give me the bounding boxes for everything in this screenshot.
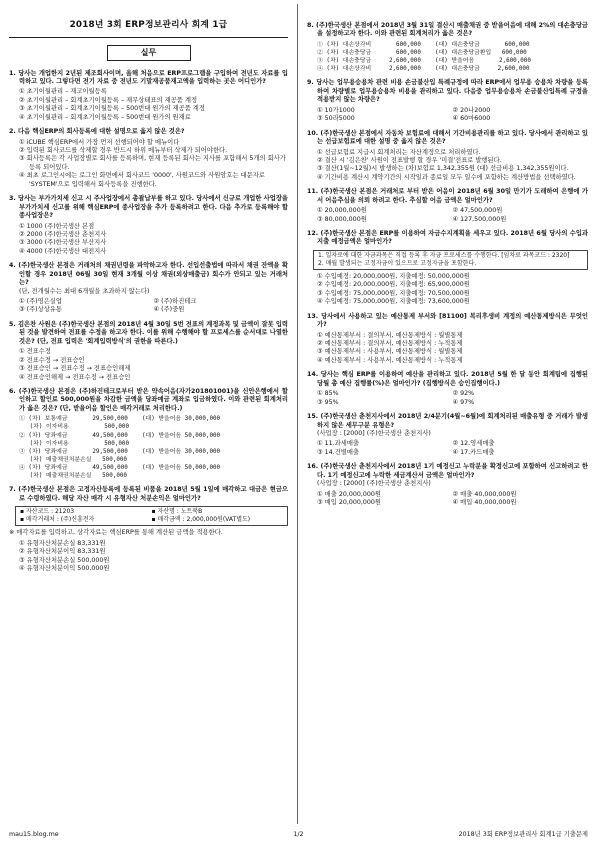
question-text: 7. (주)한국생산 본점은 고정자산등록에 등록된 비품을 2018년 5월 1일에 매각하고 대금은 현금으로 수령하였다. 해당 자산 매각 시 유형자산 처분손익은 얼마인가? [9,486,288,502]
journal-line: ④ (차) 당좌예금 49,500,000 (대) 받을어음 50,000,000 [19,465,221,472]
question-text: 13. 당사에서 사용하고 있는 예산통제 부서와 [81100] 복리후생비 계정의 예산통제방식은 무엇인가? [307,312,588,329]
option-row [307,399,588,407]
option: ④ 예산통제부서 : 사용부서, 예산통제방식 : 누적통제 [317,356,463,364]
left-column [9,0,288,826]
question-condition: (사업장 : [2000] (주)한국생산 춘천지사) [317,480,431,488]
option: ③ 3000 (주)한국생산 부산지사 [19,239,107,247]
journal-line: (차) 매출채권처분손실 500,000 [19,456,127,463]
option-row [307,390,588,398]
question-11 [307,188,588,224]
option: ④ 수입예정: 75,000,000원, 지출예정: 73,600,000원 [317,298,470,306]
option-row [307,491,588,499]
option-row [307,216,588,224]
option: ③ 회사등록은 각 사업장별로 회사를 등록하며, 현재 등록된 회사는 지사를 포함해서 5개의 회사가 등록 되어있다. [19,155,286,171]
question-text: 8. (주)한국생산 본점에서 2018년 3월 31일 결산시 매출채권 중 받을어음에 대해 2%의 대손충당금을 설정하고자 한다. 이와 관련된 회계처리가 옳은 것은? [307,22,588,38]
option: ③ 80,000,000원 [317,215,367,223]
option: ④ 전표승인해제 → 전표수정 → 전표승인 [19,373,131,381]
option: ② 예산통제부서 : 결의부서, 예산통제방식 : 누적통제 [317,340,463,347]
journal-line: ④ (차) 대손상각비 2,600,000 (대) 대손충당금 2,600,000 [317,66,530,73]
asset-info-box [15,506,288,526]
question-8 [307,22,588,73]
column-divider [297,4,298,824]
option: ④ 초기이월관리 – 회계초기이월등록 – 500번대 원가의 원재료 [19,113,191,121]
question-14 [307,371,588,407]
option: ① iCUBE 핵심ERP에서 가장 먼저 선행되어야 할 메뉴이다 [19,138,180,146]
journal-line: ① (차) 보통예금 29,500,000 (대) 받을어음 30,000,000 [19,416,221,423]
option: ② (주)하진테크 [153,298,197,305]
option: ④ 4000 (주)한국생산 대전지사 [19,247,107,255]
question-condition: (단, 전개월수는 최대 6개월을 초과하지 않는다) [19,287,150,295]
option: ③ 유형자산처분손실 500,000원 [19,556,110,564]
question-text: 14. 당사는 핵심 ERP를 이용하여 예산을 관리하고 있다. 2018년 5월 한 달 동안 회계팀에 집행된 당월 총 예산 집행률(%)은 얼마인가? (집행방식은 승인집행이다.) [307,371,588,387]
option: ② 47,500,000원 [452,207,503,215]
question-2 [9,128,288,189]
option: ④ 최초 로그인시에는 로그인 화면에서 회사코드 '0000', 사원코드와 사원암호는 대문자로 'SYSTEM'으로 입력해서 회사등록을 진행한다. [19,172,265,188]
option: ③ 14.건별매출 [317,448,359,456]
journal-line: (차) 이자비용 500,000 [19,440,130,447]
option-row [307,207,588,215]
question-12 [307,230,588,307]
option: ④ 127,500,000원 [452,215,507,223]
question-4 [9,262,288,315]
option: ④ 97% [452,398,475,406]
option: ① 초기이월관리 – 재고이월등록 [19,88,107,96]
option-row [9,306,288,314]
asset-name: ▪ 자산명 : 노트북B [151,508,203,516]
option: ③ 초기이월관리 – 회계초기이월등록 – 500번대 원가의 재공품 계정 [19,105,205,113]
option: ① 85% [317,390,339,398]
option: ③ (주)상상유통 [19,306,62,314]
question-text: 9. 당사는 업무용승용차 관련 비용 손금불산입 특례규정에 따라 ERP에서 업무용 승용차 차량을 등록하여 차량별로 업무용승용차 비용을 관리하고 있다. 다음중 업무용승용차 손금불산입특례 규정을 적용받지 않는 차량은? [307,79,588,104]
journal-line: ③ (차) 당좌예금 29,500,000 (대) 받을어음 30,000,000 [19,448,221,455]
page-number: 1/2 [293,830,304,838]
question-note: ※ 매각자료를 입력하고, 상각자료는 핵심ERP를 통해 계산된 금액을 적용한다. [9,529,223,537]
question-10 [307,130,588,183]
footer-site: mau15.blog.me [9,830,59,838]
option: ③ 결산(1월~12월)시 발생하는 (차)보험료 1,342,355원 (대) 선급비용 1,342,355원이다. [317,165,569,173]
option: ④ 17.카드매출 [452,448,495,456]
option: ① 10가1000 [317,106,355,114]
option: ② 유형자산처분이익 83,331원 [19,548,106,556]
question-text: 16. (주)한국생산 춘천지사에서 2018년 1기 예정신고 누락분을 확정신고에 포함하여 신고하려고 한다. 1기 예정신고에 누락한 세금계산서 금액은 얼마인가? [307,463,588,479]
option-row [307,449,588,457]
option: ③ 수입예정: 75,000,000원, 지출예정: 70,500,000원 [317,289,470,297]
option: ③ 50라5000 [317,115,355,123]
option: ② 20나2000 [452,106,491,114]
option: ② 2000 (주)한국생산 춘천지사 [19,230,107,238]
option: ① 전표수정 [19,348,51,356]
question-text: 11. (주)한국생산 본점은 거래처로 부터 받은 어음이 2018년 6월 30일 만기가 도래하여 은행에 가서 어음추심을 의뢰 하려고 한다. 추심할 어음 금액은 얼마인가? [307,188,588,204]
journal-line: ① (차) 대손상각비 600,000 (대) 대손충당금 600,000 [317,41,530,48]
option: ① 수입예정: 20,000,000원, 지출예정: 50,000,000원 [317,272,470,280]
sale-partner: ▪ 매각거래처 : (주)신흥전자 [20,516,95,524]
question-9 [307,79,588,123]
journal-line: ② (차) 당좌예금 49,500,000 (대) 받을어음 50,000,000 [19,432,221,439]
option: ② 매출 40,000,000원 [452,490,517,498]
title-rule [9,37,288,38]
page-title: 2018년 3회 ERP정보관리사 회계 1급 [69,20,228,30]
option: ④ 유형자산처분이익 500,000원 [19,565,110,573]
question-text: 2. 다음 핵심ERP의 회사등록에 대한 설명으로 옳지 않은 것은? [9,128,185,136]
question-13 [307,313,588,366]
question-text: 1. 당사는 개업한지 2년된 제조회사이며, 올해 처음으로 ERP프로그램을 구입하여 전년도 자료를 입력하고 있다. 그렇다면 전기 자료 중 전년도 기말재공품재고액을 입력하는 곳은 어디인가? [9,69,288,85]
option: ③ 95% [317,398,339,406]
option: ② 결산 시 '김은찬' 사원이 전표발행 할 경우 '미결'전표로 발행된다. [317,156,502,164]
question-text: 3. 당사는 부가가치세 신고 시 주사업장에서 총괄납부를 하고 있다. 당사에서 신규로 개업한 사업장을 부가가치세 신고를 위해 핵심ERP에 종사업장을 추가 등록하려고 한다. 다음 추가로 등록해야 할 종사업장은? [9,195,288,220]
option: ④ 60마6000 [452,115,491,123]
question-text: 15. (주)한국생산 춘천지사에서 2018년 2/4분기(4월~6월)에 회계처리된 매출유형 중 거래가 발생하지 않은 세무구분 유형은? [307,413,588,429]
journal-line: ② (차) 대손충당금 600,000 (대) 대손충당금환입 600,000 [317,50,527,57]
question-text: 5. 김은찬 사원은 (주)한국생산 본점의 2018년 4월 30일 5번 전표의 계정과목 및 금액이 잘못 입력된 것을 발견하여 전표를 수정을 하고자 한다. 이를 위해 수행해야 할 프로세스를 순서대로 나열한 것은? (단, 전표 입력은 '회계입력방식'의 권한을 따른다.) [9,320,288,345]
question-text: 6. (주)한국생산 본점은 (주)하진테크로부터 받은 약속어음(자가201801001)을 신안은행에서 할인하고 할인료 500,000원을 차감한 금액을 당좌예금 계좌로 입금하였다. 이와 관련된 회계처리가 옳은 것은? (단, 받을어음 할인은 매각거래로 처리한다.) [9,387,288,412]
hint-box [313,250,588,270]
question-text: 4. (주)한국생산 본점은 거래처의 채권년령을 파악하고자 한다. 선입선출법에 따라서 채권 잔액을 확인할 경우 2018년 06월 30일 현재 3개월 이상 채권(외상매출금) 회수가 안되고 있는 거래처는? [9,262,288,287]
option: ② 초기이월관리 – 회계초기이월등록 – 재무상태표의 재공품 계정 [19,96,198,104]
option: ② 전표수정 → 전표승인 [19,356,85,364]
question-15 [307,413,588,457]
section-label: 실무 [107,45,191,61]
option-row [307,115,588,123]
option: ① 매출 20,000,000원 [317,490,381,498]
option: ① 유형자산처분손실 83,331원 [19,539,106,547]
right-column [307,0,588,826]
question-text: 10. (주)한국생산 본점에서 자동차 보험료에 대해서 기간비용관리를 하고 있다. 당사에서 관리하고 있는 선급보험료에 대한 설명 중 옳지 않은 것은? [307,129,588,146]
journal-line: ③ (차) 대손충당금 2,600,000 (대) 받을어음 2,600,000 [317,58,531,65]
hint-line: 1. 일자로에 대한 자금과목은 직접 등록 후 자금 프로세스를 수행한다. [임차료 과목코드 : 2320] [318,251,570,259]
asset-code: ▪ 자산코드 : 21203 [20,508,75,516]
page-footer [9,828,588,842]
option: ① 11.과세매출 [317,440,359,448]
option: ② 12.영세매출 [452,440,495,448]
option: ③ 전표승인 → 전표수정 → 전표승인해제 [19,365,131,373]
option-row [307,107,588,115]
hint-line: 2. 매월 발생되는 고정자금이 있으므로 고정자금을 포함한다. [318,259,477,267]
question-3 [9,195,288,256]
journal-line: (차) 매출채권처분손실 500,000 [19,473,127,480]
sale-amount: ▪ 매각금액 : 2,000,000원(VAT별도) [151,516,251,524]
option: ② 92% [452,390,475,398]
question-7 [9,486,288,573]
question-6 [9,388,288,480]
option: ① 1000 (주)한국생산 본점 [19,222,95,230]
question-5 [9,321,288,382]
option: ① 20,000,000원 [317,207,367,215]
option: ③ 예산통제부서 : 사용부서, 예산통제방식 : 월별통제 [317,348,463,356]
option-row [307,440,588,448]
footer-doc-title: 2018년 3회 ERP정보관리사 회계1급 기출문제 [458,830,588,838]
journal-line: (차) 이자비용 500,000 [19,424,130,431]
option: ① (주)영은실업 [19,298,62,305]
question-condition: (사업장 : [2000] (주)한국생산 춘천지사) [317,429,431,437]
option: ② 수입예정: 20,000,000원, 지출예정: 65,900,000원 [317,281,470,289]
option: ① 예산통제부서 : 결의부서, 예산통제방식 : 월별통제 [317,331,463,339]
option-row [307,499,588,507]
option: ④ 기간비용 계산시 계약기간의 시작일과 종료일 모두 일수에 포함하는 계산방법을 선택하였다. [317,173,576,181]
question-1 [9,70,288,123]
option: ② 입력된 회사코드를 삭제할 경우 반드시 하위 메뉴부터 삭제가 되어야한다. [19,147,228,154]
question-16 [307,463,588,507]
option: ④ (주)중원 [153,306,185,314]
option: ① 선급보험료 지급시 회계처리는 자산계정으로 처리하였다. [317,148,481,156]
option: ④ 매입 40,000,000원 [452,499,517,506]
option: ③ 매입 20,000,000원 [317,499,381,506]
question-text: 12. (주)한국생산 본점은 ERP를 이용하여 자금수지계획을 세우고 있다. 2018년 6월 당사의 수입과 지출 예정금액은 얼마인가? [307,230,588,246]
